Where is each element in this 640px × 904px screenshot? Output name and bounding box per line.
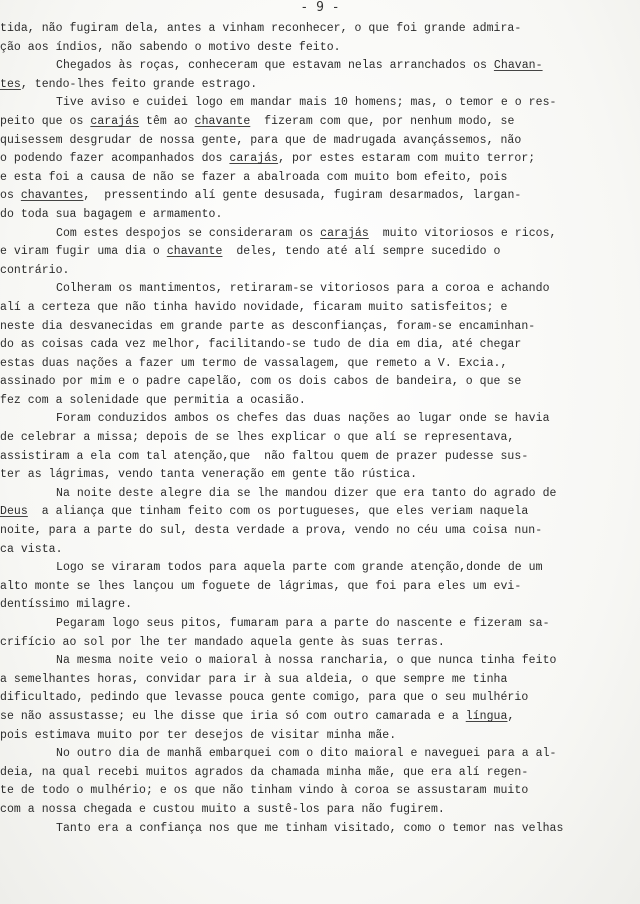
text-segment: neste dia desvanecidas em grande parte as desconfianças, foram-se encaminhan-	[0, 319, 536, 333]
text-segment: peito que os	[0, 114, 91, 128]
text-line	[0, 820, 630, 839]
text-segment: o podendo fazer acompanhados dos	[0, 152, 230, 166]
text-line	[0, 559, 630, 578]
text-segment: e esta foi a causa de não se fazer a abalroada com muito bom efeito, pois	[0, 170, 508, 184]
text-line	[0, 671, 630, 690]
text-line	[0, 466, 630, 485]
text-segment: fez com a solenidade que permitia a ocasião.	[0, 393, 306, 407]
text-line	[0, 634, 630, 653]
text-segment: a semelhantes horas, convidar para ir à sua aldeia, o que sempre me tinha	[0, 672, 508, 686]
underlined-term: Deus	[0, 505, 28, 519]
text-segment: , pressentindo alí gente desusada, fugiram desarmados, largan-	[83, 189, 522, 203]
text-line	[0, 336, 630, 355]
text-line	[0, 318, 630, 337]
text-line	[0, 169, 630, 188]
underlined-term: Chavan-	[493, 59, 543, 73]
text-line	[0, 745, 630, 764]
text-segment: tida, não fugiram dela, antes a vinham reconhecer, o que foi grande admira-	[0, 22, 522, 35]
text-line	[0, 132, 630, 151]
text-segment: Logo se viraram todos para aquela parte com grande atenção,donde de um	[56, 561, 543, 575]
text-line	[0, 522, 630, 541]
text-line	[0, 782, 630, 801]
text-segment: Com estes despojos se consideraram os	[56, 226, 321, 240]
page-number: - 9 -	[300, 0, 340, 15]
text-segment: Na mesma noite veio o maioral à nossa rancharia, o que nunca tinha feito	[56, 654, 557, 668]
text-segment: te de todo o mulhério; e os que não tinham vindo à coroa se assustaram muito	[0, 784, 529, 798]
text-segment: , tendo-lhes feito grande estrago.	[20, 77, 258, 91]
text-line	[0, 503, 630, 522]
text-line	[0, 596, 630, 615]
underlined-term: carajás	[320, 226, 369, 240]
text-line	[0, 243, 630, 262]
text-segment: com a nossa chegada e custou muito a sustê-los para não fugirem.	[0, 802, 445, 816]
text-segment: de celebrar a missa; depois de se lhes explicar o que alí se representava,	[0, 431, 515, 445]
text-segment: crifício ao sol por lhe ter mandado aquela gente às suas terras.	[0, 635, 445, 649]
text-segment: noite, para a parte do sul, desta verdade a prova, vendo no céu uma coisa nun-	[0, 524, 543, 538]
text-line	[0, 708, 630, 727]
text-line	[0, 187, 630, 206]
underlined-term: chavantes	[20, 189, 84, 203]
text-line	[0, 578, 630, 597]
body-text	[0, 20, 630, 838]
text-line	[0, 392, 630, 411]
text-segment: Pegaram logo seus pitos, fumaram para a parte do nascente e fizeram sa-	[56, 617, 550, 630]
text-segment: estas duas nações a fazer um termo de vassalagem, que remeto a V. Excia.,	[0, 356, 508, 370]
text-line	[0, 373, 630, 392]
underlined-term: tes	[0, 77, 21, 91]
text-segment: dentíssimo milagre.	[0, 598, 133, 612]
text-segment: ter as lágrimas, vendo tanta veneração em gente tão rústica.	[0, 468, 418, 482]
text-segment: e viram fugir uma dia o	[0, 245, 167, 259]
text-line	[0, 299, 630, 318]
text-line	[0, 39, 630, 58]
text-line	[0, 410, 630, 429]
text-segment: fizeram com que, por nenhum modo, se	[250, 114, 515, 128]
text-segment: quisessem desgrudar de nossa gente, para que de madrugada avançássemos, não	[0, 133, 522, 147]
text-line	[0, 541, 630, 560]
underlined-term: chavante	[166, 245, 223, 259]
text-line	[0, 225, 630, 244]
text-segment: deles, tendo até alí sempre sucedido o	[222, 245, 501, 259]
text-line	[0, 113, 630, 132]
text-line	[0, 206, 630, 225]
text-segment: , por estes estaram com muito terror;	[278, 152, 536, 166]
text-segment: Na noite deste alegre dia se lhe mandou dizer que era tanto do agrado de	[56, 486, 557, 500]
text-line	[0, 485, 630, 504]
text-segment: Colheram os mantimentos, retiraram-se vitoriosos para a coroa e achando	[56, 282, 550, 296]
text-segment: alí a certeza que não tinha havido novidade, ficaram muito satisfeitos; e	[0, 300, 508, 314]
text-line	[0, 94, 630, 113]
text-segment: têm ao	[139, 114, 195, 128]
underlined-term: carajás	[229, 152, 279, 166]
text-segment: alto monte se lhes lançou um foguete de lágrimas, que foi para eles um evi-	[0, 579, 522, 593]
text-segment: Tive aviso e cuidei logo em mandar mais 10 homens; mas, o temor e o res-	[56, 96, 557, 110]
text-segment: No outro dia de manhã embarquei com o dito maioral e naveguei para a al-	[56, 747, 557, 761]
text-segment: assinado por mim e o padre capelão, com os dois cabos de bandeira, o que se	[0, 375, 522, 389]
text-segment: muito vitoriosos e ricos,	[368, 226, 557, 240]
text-line	[0, 727, 630, 746]
text-line	[0, 150, 630, 169]
text-line	[0, 689, 630, 708]
text-line	[0, 429, 630, 448]
text-segment: assistiram a ela com tal atenção,que não faltou quem de prazer pudesse sus-	[0, 449, 529, 463]
text-line	[0, 448, 630, 467]
text-segment: os	[0, 189, 21, 203]
text-segment: ,	[507, 709, 515, 723]
text-segment: ção aos índios, não sabendo o motivo deste feito.	[0, 40, 341, 54]
text-segment: se não assustasse; eu lhe disse que iria só com outro camarada e a	[0, 709, 466, 723]
text-line	[0, 57, 630, 76]
text-line	[0, 615, 630, 634]
text-line	[0, 355, 630, 374]
text-segment: Tanto era a confiança nos que me tinham visitado, como o temor nas velhas	[56, 821, 564, 835]
underlined-term: chavante	[194, 114, 251, 128]
text-segment: do as coisas cada vez melhor, facilitando-se tudo de dia em dia, até chegar	[0, 338, 522, 352]
text-segment: Chegados às roças, conheceram que estavam nelas arranchados os	[56, 59, 494, 73]
text-line	[0, 801, 630, 820]
text-segment: do toda sua bagagem e armamento.	[0, 207, 223, 221]
text-line	[0, 652, 630, 671]
text-line	[0, 76, 630, 95]
text-segment: Foram conduzidos ambos os chefes das duas nações ao lugar onde se havia	[56, 412, 550, 426]
text-line	[0, 280, 630, 299]
text-line	[0, 262, 630, 281]
text-segment: dificultado, pedindo que levasse pouca gente comigo, para que o seu mulhério	[0, 691, 529, 705]
text-segment: contrário.	[0, 263, 70, 277]
text-segment: deia, na qual recebi muitos agrados da chamada minha mãe, que era alí regen-	[0, 765, 529, 779]
text-segment: pois estimava muito por ter desejos de visitar minha mãe.	[0, 728, 397, 742]
underlined-term: língua	[465, 709, 508, 723]
text-line	[0, 20, 630, 39]
text-segment: ca vista.	[0, 542, 63, 556]
text-segment: a aliança que tinham feito com os portugueses, que eles veriam naquela	[27, 505, 529, 519]
text-line	[0, 764, 630, 783]
underlined-term: carajás	[90, 114, 140, 128]
